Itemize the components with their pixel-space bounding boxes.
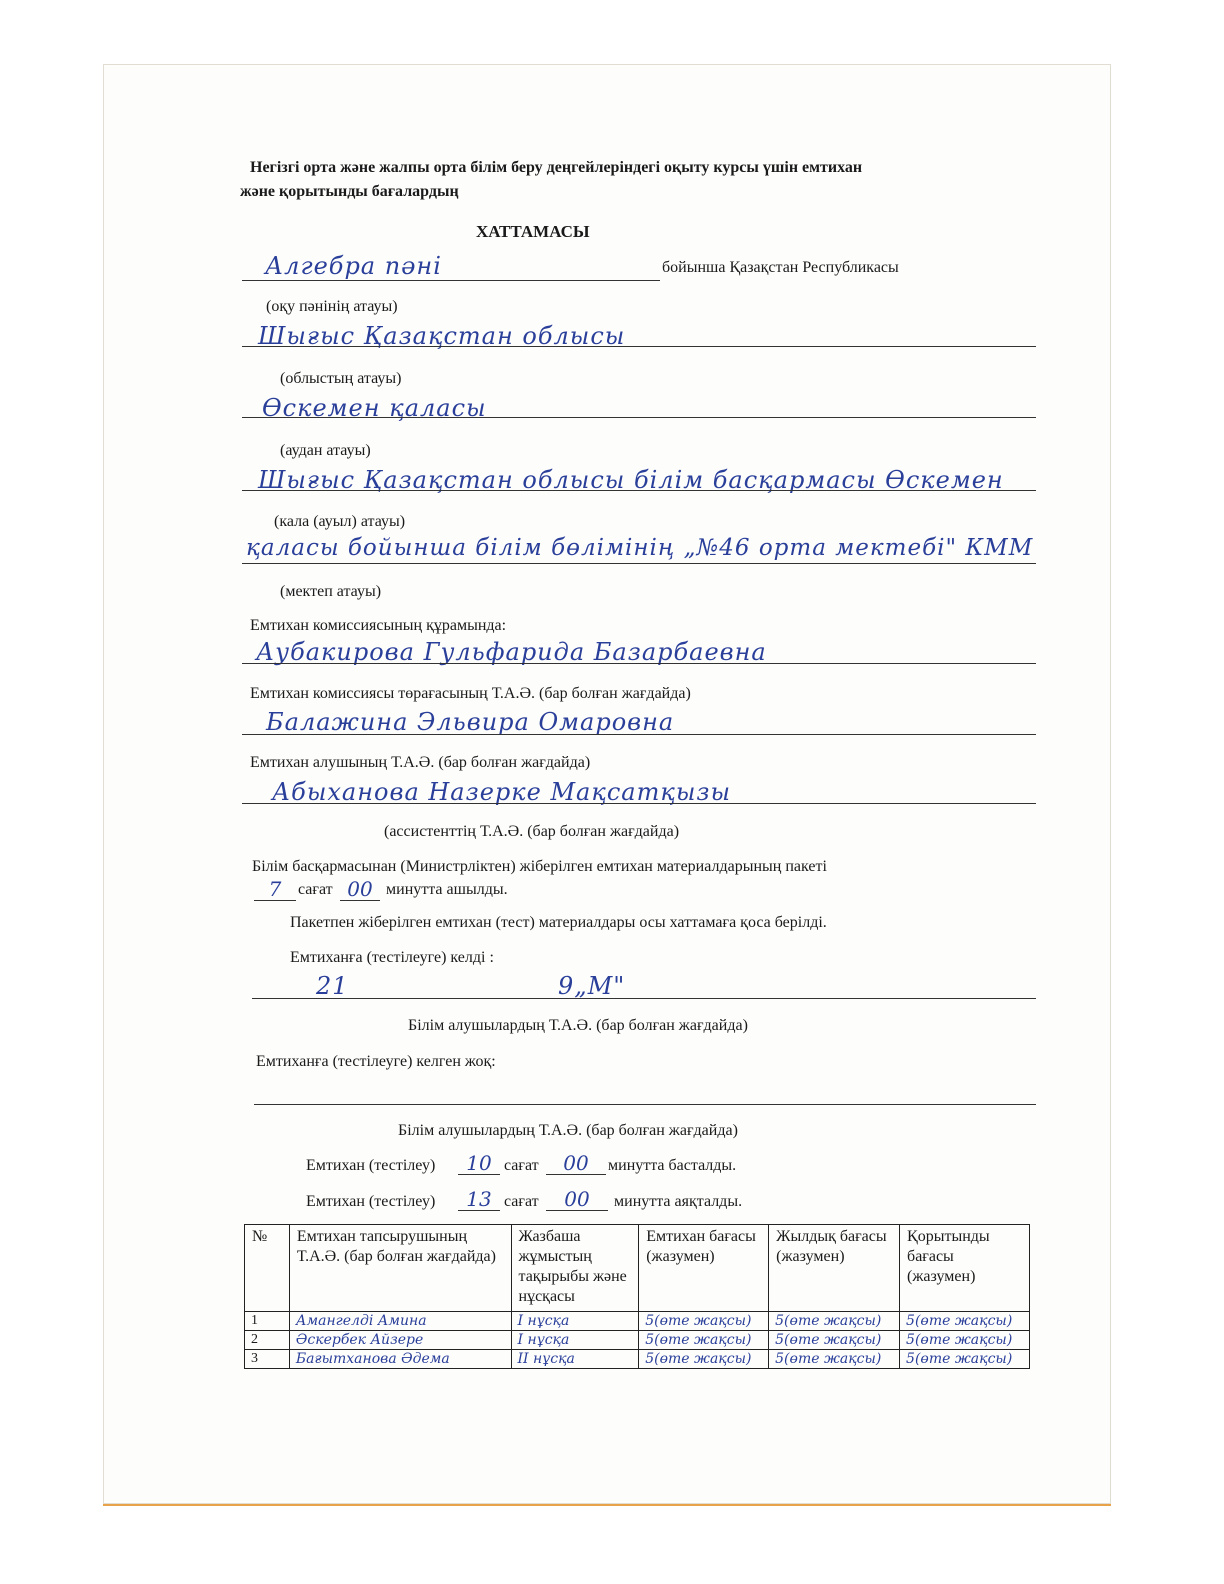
district-underline	[242, 417, 1036, 418]
row-final-grade: 5(өте жақсы)	[900, 1331, 1030, 1350]
row-student-name: Амангелді Амина	[289, 1312, 511, 1331]
start-hour-label: сағат	[504, 1157, 539, 1174]
header-student-name: Емтихан тапсырушының Т.А.Ә. (бар болған жағдайда)	[289, 1225, 511, 1312]
package-minute: 00	[340, 878, 380, 901]
row-number: 1	[245, 1312, 290, 1331]
arrived-class: 9„М"	[558, 972, 626, 1000]
absent-underline	[254, 1104, 1036, 1105]
examiner-handwritten: Абыханова Назерке Мақсатқызы	[272, 778, 732, 806]
region-underline	[242, 346, 1036, 347]
row-final-grade: 5(өте жақсы)	[900, 1312, 1030, 1331]
header-final-grade: Қорытынды бағасы (жазумен)	[900, 1225, 1030, 1312]
start-suffix: минутта басталды.	[608, 1157, 737, 1174]
row-variant: II нұсқа	[511, 1350, 639, 1369]
table-row	[245, 1331, 1030, 1350]
table-row	[245, 1350, 1030, 1369]
examiner-underline	[242, 803, 1036, 804]
school-caption: (мектеп атауы)	[280, 583, 382, 600]
city-handwritten: Шығыс Қазақстан облысы білім басқармасы Өскемен	[258, 466, 1004, 494]
row-exam-grade: 5(өте жақсы)	[639, 1312, 769, 1331]
header-number: №	[245, 1225, 290, 1312]
examiner-caption: (ассистенттің Т.А.Ә. (бар болған жағдайда)	[384, 823, 680, 840]
header-variant: Жазбаша жұмыстың тақырыбы және нұсқасы	[511, 1225, 639, 1312]
examiner-label: Емтихан алушының Т.А.Ә. (бар болған жағдайда)	[250, 754, 591, 771]
title-line-2: және қорытынды бағалардың	[240, 183, 459, 200]
end-minute: 00	[546, 1188, 608, 1211]
arrived-label: Емтиханға (тестілеуге) келді :	[290, 949, 494, 966]
end-hour: 13	[458, 1188, 500, 1211]
package-hour: 7	[254, 878, 296, 901]
package-minute-label: минутта ашылды.	[386, 881, 508, 898]
city-caption: (кала (ауыл) атауы)	[274, 513, 406, 530]
school-handwritten: қаласы бойынша білім бөлімінің „№46 орта мектебі" КММ	[246, 535, 1034, 561]
city-underline	[242, 490, 1036, 491]
absent-caption: Білім алушылардың Т.А.Ә. (бар болған жағдайда)	[398, 1122, 738, 1139]
absent-label: Емтиханға (тестілеуге) келген жоқ:	[256, 1053, 496, 1070]
row-final-grade: 5(өте жақсы)	[900, 1350, 1030, 1369]
start-hour: 10	[458, 1152, 500, 1175]
district-handwritten: Өскемен қаласы	[262, 394, 487, 422]
row-variant: I нұсқа	[511, 1331, 639, 1350]
row-student-name: Әскербек Айзере	[289, 1331, 511, 1350]
commission-label: Емтихан комиссиясының құрамында:	[250, 617, 507, 634]
row-number: 2	[245, 1331, 290, 1350]
arrived-count: 21	[316, 972, 349, 1000]
row-annual-grade: 5(өте жақсы)	[769, 1350, 900, 1369]
subject-suffix: бойынша Қазақстан Республикасы	[662, 259, 899, 276]
row-variant: I нұсқа	[511, 1312, 639, 1331]
region-handwritten: Шығыс Қазақстан облысы	[258, 322, 626, 350]
row-number: 3	[245, 1350, 290, 1369]
end-hour-label: сағат	[504, 1193, 539, 1210]
results-table	[244, 1224, 1030, 1369]
district-caption: (аудан атауы)	[280, 442, 371, 459]
chairman-label: Емтихан комиссиясы төрағасының Т.А.Ә. (бар болған жағдайда)	[250, 685, 691, 702]
row-annual-grade: 5(өте жақсы)	[769, 1312, 900, 1331]
row-exam-grade: 5(өте жақсы)	[639, 1331, 769, 1350]
table-header-row	[245, 1225, 1030, 1312]
start-prefix: Емтихан (тестілеу)	[306, 1157, 436, 1174]
header-exam-grade: Емтихан бағасы (жазумен)	[639, 1225, 769, 1312]
header-annual-grade: Жылдық бағасы (жазумен)	[769, 1225, 900, 1312]
row-annual-grade: 5(өте жақсы)	[769, 1331, 900, 1350]
materials-attached: Пакетпен жіберілген емтихан (тест) материалдары осы хаттамаға қоса берілді.	[290, 914, 827, 931]
school-underline	[242, 563, 1036, 564]
commission-underline	[242, 663, 1036, 664]
region-caption: (облыстың атауы)	[280, 370, 402, 387]
end-prefix: Емтихан (тестілеу)	[306, 1193, 436, 1210]
paper-edge	[103, 1504, 1111, 1506]
start-minute: 00	[546, 1152, 606, 1175]
subject-underline	[242, 280, 660, 281]
package-hour-label: сағат	[298, 881, 333, 898]
chairman-handwritten: Балажина Эльвира Омаровна	[266, 708, 675, 736]
arrived-underline	[252, 998, 1036, 999]
subject-handwritten: Алгебра пәні	[265, 252, 442, 280]
arrived-caption: Білім алушылардың Т.А.Ә. (бар болған жағдайда)	[408, 1017, 748, 1034]
subject-caption: (оқу пәнінің атауы)	[266, 298, 398, 315]
row-exam-grade: 5(өте жақсы)	[639, 1350, 769, 1369]
commission-handwritten: Аубакирова Гульфарида Базарбаевна	[256, 638, 767, 666]
chairman-underline	[242, 734, 1036, 735]
end-suffix: минутта аяқталды.	[614, 1193, 743, 1210]
table-row	[245, 1312, 1030, 1331]
row-student-name: Бағытханова Әдема	[289, 1350, 511, 1369]
package-line: Білім басқармасынан (Министрліктен) жіберілген емтихан материалдарының пакеті	[252, 858, 827, 875]
title-line-1: Негізгі орта және жалпы орта білім беру деңгейлеріндегі оқыту курсы үшін емтихан	[250, 159, 863, 176]
document-heading: ХАТТАМАСЫ	[476, 222, 590, 241]
